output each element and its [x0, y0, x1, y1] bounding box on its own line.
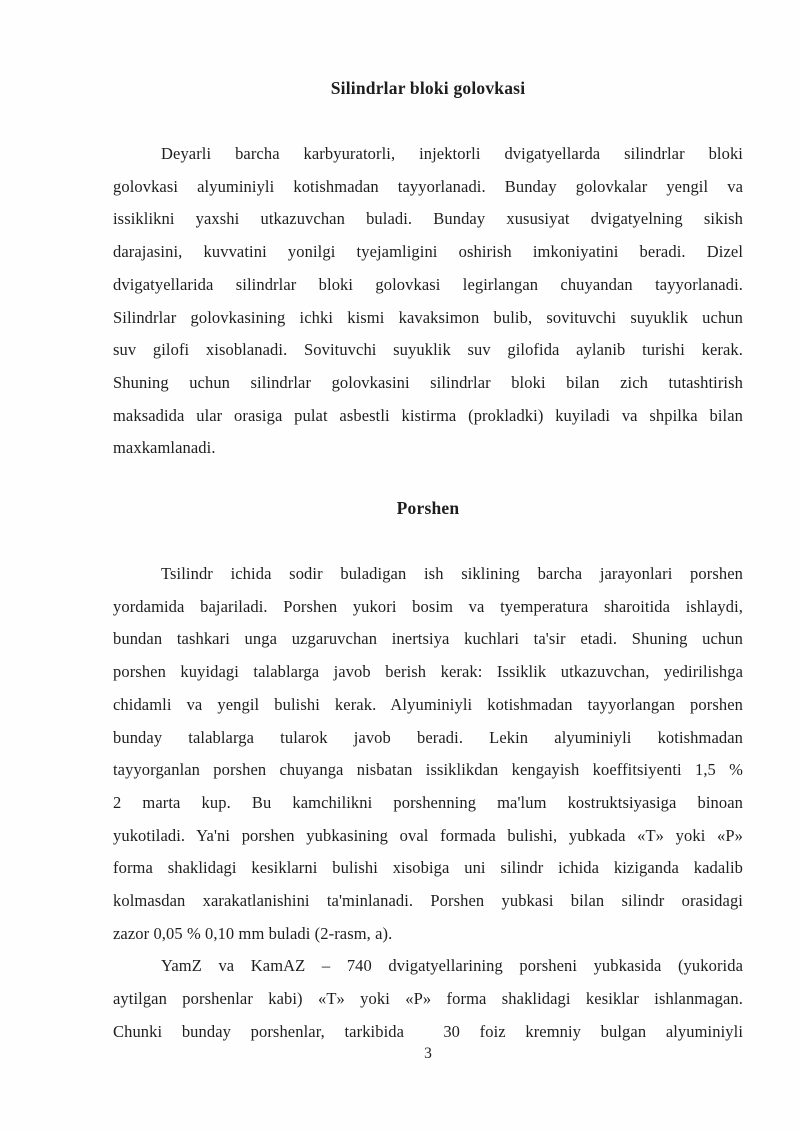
- section-body-silindrlar: [113, 138, 743, 465]
- section-heading-porshen: Porshen: [396, 498, 460, 519]
- text-line: darajasini, kuvvatini yonilgi tyejamligini oshirish imkoniyatini beradi. Dizel: [113, 242, 743, 262]
- text-line: porshen kuyidagi talablarga javob berish kerak: Issiklik utkazuvchan, yedirilishga: [113, 662, 743, 682]
- text-line: zazor 0,05 % 0,10 mm buladi (2-rasm, a).: [113, 923, 393, 943]
- text-line: maxkamlanadi.: [113, 438, 216, 458]
- section-heading-silindrlar-bloki-golovkasi: Silindrlar bloki golovkasi: [330, 78, 526, 98]
- text-line: Deyarli barcha karbyuratorli, injektorli dvigatyellarda silindrlar bloki: [161, 144, 743, 163]
- page-number: 3: [424, 1045, 432, 1062]
- text-line: Tsilindr ichida sodir buladigan ish siklining barcha jarayonlari porshen: [161, 564, 743, 584]
- page-content: [113, 0, 743, 1049]
- text-line: aytilgan porshenlar kabi) «T» yoki «P» forma shaklidagi kesiklar ishlanmagan.: [113, 989, 743, 1009]
- text-line: forma shaklidagi kesiklarni bulishi xisobiga uni silindr ichida kiziganda kadalib: [113, 858, 743, 878]
- text-line: golovkasi alyuminiyli kotishmadan tayyorlanadi. Bunday golovkalar yengil va: [113, 176, 743, 196]
- text-line: yordamida bajariladi. Porshen yukori bosim va tyemperatura sharoitida ishlaydi,: [113, 596, 743, 616]
- text-line: kolmasdan xarakatlanishini ta'minlanadi. Porshen yubkasi bilan silindr orasidagi: [113, 891, 743, 911]
- text-line: yukotiladi. Ya'ni porshen yubkasining oval formada bulishi, yubkada «T» yoki «P»: [113, 825, 743, 845]
- text-line: Chunki bunday porshenlar, tarkibida 30 foiz kremniy bulgan alyuminiyli: [113, 1021, 743, 1041]
- text-line: bundan tashkari unga uzgaruvchan inertsiya kuchlari ta'sir etadi. Shuning uchun: [113, 629, 743, 649]
- text-line: dvigatyellarida silindrlar bloki golovkasi legirlangan chuyandan tayyorlanadi.: [113, 274, 743, 294]
- text-line: Silindrlar golovkasining ichki kismi kavaksimon bulib, sovituvchi suyuklik uchun: [113, 307, 743, 327]
- text-line: chidamli va yengil bulishi kerak. Alyuminiyli kotishmadan tayyorlangan porshen: [113, 694, 743, 714]
- text-line: bunday talablarga tularok javob beradi. Lekin alyuminiyli kotishmadan: [113, 727, 743, 747]
- text-line: tayyorganlan porshen chuyanga nisbatan issiklikdan kengayish koeffitsiyenti 1,5 %: [113, 760, 743, 780]
- text-line: YamZ va KamAZ – 740 dvigatyellarining porsheni yubkasida (yukorida: [161, 956, 743, 976]
- text-line: 2 marta kup. Bu kamchilikni porshenning ma'lum kostruktsiyasiga binoan: [113, 792, 743, 812]
- text-line: issiklikni yaxshi utkazuvchan buladi. Bunday xususiyat dvigatyelning sikish: [113, 209, 743, 229]
- text-line: maksadida ular orasiga pulat asbestli kistirma (prokladki) kuyiladi va shpilka bilan: [113, 405, 743, 425]
- text-line: suv gilofi xisoblanadi. Sovituvchi suyuklik suv gilofida aylanib turishi kerak.: [113, 340, 743, 360]
- text-line: Shuning uchun silindrlar golovkasini silindrlar bloki bilan zich tutashtirish: [113, 372, 743, 392]
- section-body-porshen: [113, 558, 743, 1049]
